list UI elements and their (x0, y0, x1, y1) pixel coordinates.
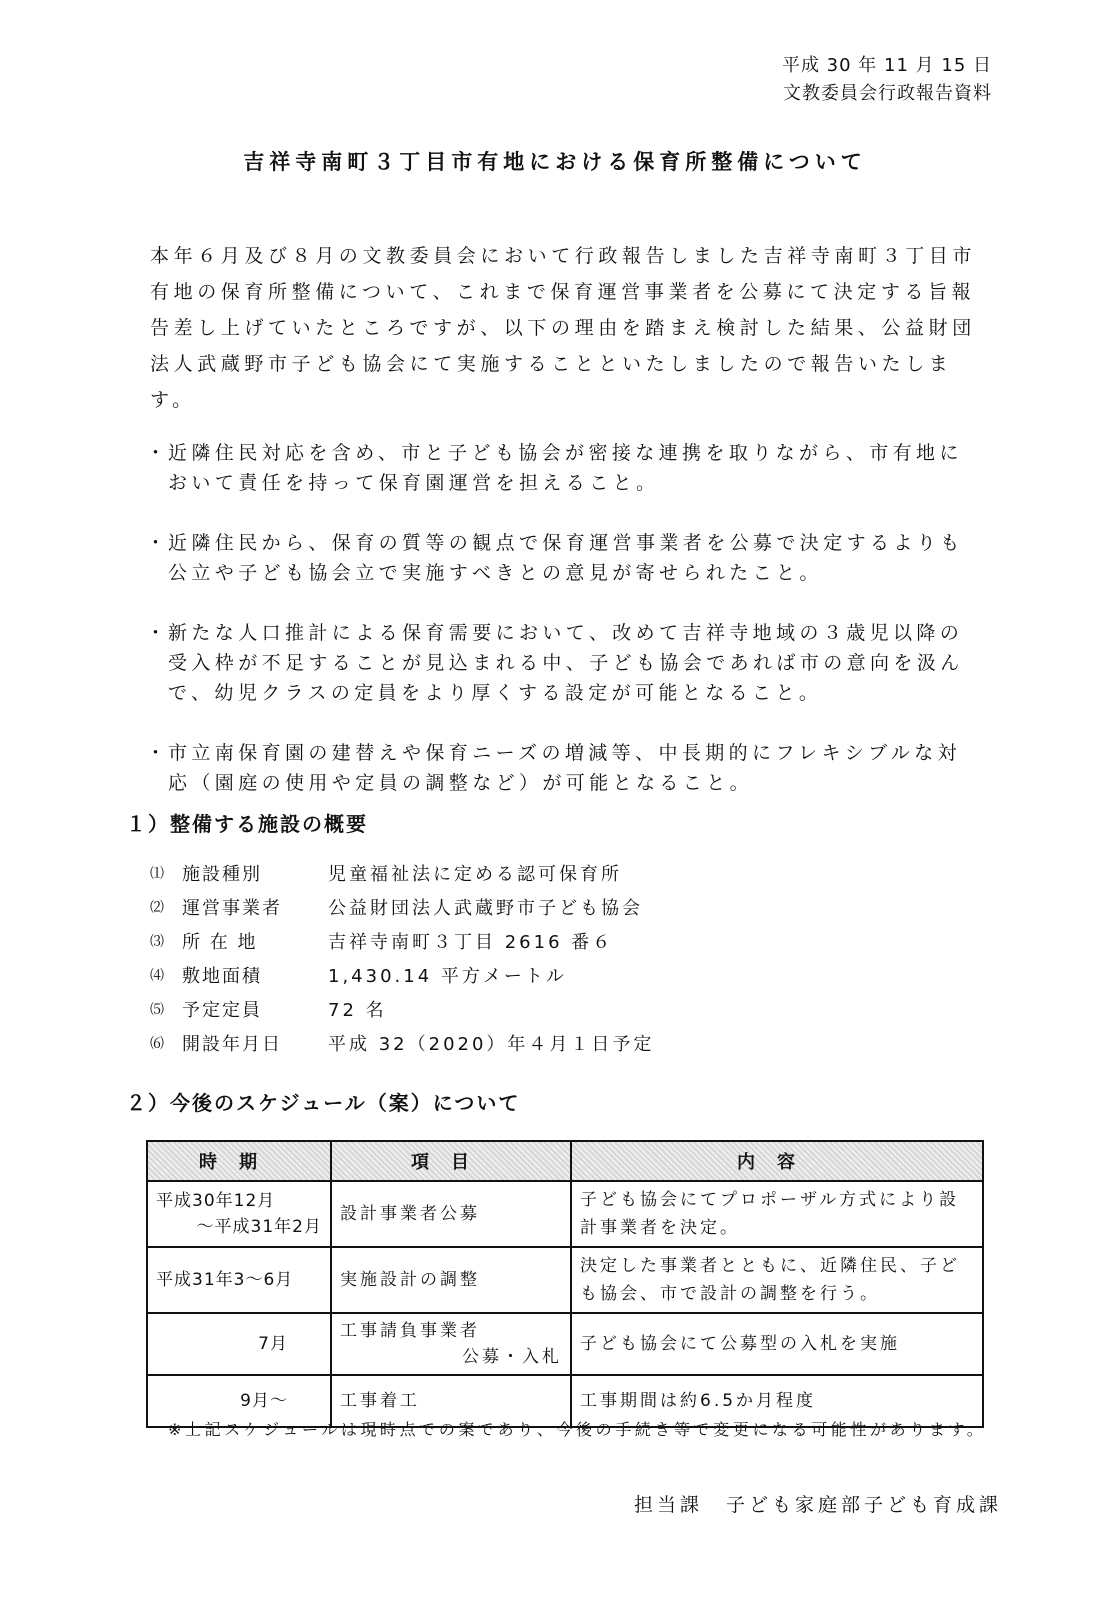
facility-label: 所 在 地 (182, 932, 258, 953)
section2-heading: ２）今後のスケジュール（案）について (126, 1091, 521, 1115)
bullet-mark: ・ (146, 442, 170, 464)
facility-num: ⑶ (150, 934, 164, 950)
period-line: ～平成31年2月 (196, 1217, 322, 1237)
period-cell (147, 1181, 331, 1247)
facility-label: 予定定員 (182, 1000, 262, 1021)
facility-row (150, 958, 654, 992)
reason-item (142, 618, 982, 708)
period-cell (147, 1247, 331, 1313)
facility-label: 運営事業者 (182, 898, 282, 919)
schedule-table (146, 1140, 984, 1428)
facility-row (150, 1026, 654, 1060)
bullet-mark: ・ (146, 532, 170, 554)
facility-row (150, 890, 654, 924)
item-line: 公募・入札 (462, 1347, 562, 1367)
facility-num: ⑹ (150, 1036, 164, 1052)
content-cell: 子ども協会にて公募型の入札を実施 (571, 1313, 983, 1375)
table-row (147, 1181, 983, 1247)
facility-num: ⑷ (150, 968, 164, 984)
column-header-item: 項目 (331, 1141, 571, 1181)
reason-text: 新たな人口推計による保育需要において、改めて吉祥寺地域の３歳児以降の受入枠が不足することが見込まれる中、子ども協会であれば市の意向を汲んで、幼児クラスの定員をより厚くする設定が可能となること。 (168, 622, 964, 704)
facility-row (150, 992, 654, 1026)
section1-heading: １）整備する施設の概要 (126, 812, 368, 836)
reason-item (142, 738, 982, 798)
bullet-mark: ・ (146, 622, 170, 644)
item-line: 工事請負事業者 (340, 1321, 480, 1341)
facility-num: ⑴ (150, 866, 164, 882)
period-line: 平成30年12月 (156, 1191, 276, 1211)
document-date: 平成 30 年 11 月 15 日 (781, 55, 992, 76)
table-row (147, 1247, 983, 1313)
period-line: 9月～ (240, 1391, 288, 1411)
content-cell: 工事期間は約6.5か月程度 (571, 1375, 983, 1427)
item-line: 実施設計の調整 (340, 1270, 480, 1290)
facility-overview (150, 856, 654, 1060)
reason-list (142, 438, 982, 828)
item-cell (331, 1247, 571, 1313)
bullet-mark: ・ (146, 742, 170, 764)
intro-text: 本年６月及び８月の文教委員会において行政報告しました吉祥寺南町３丁目市有地の保育所整備について、これまで保育運営事業者を公募にて決定する旨報告差し上げていたところですが、以下の理由を踏まえ検討した結果、公益財団法人武蔵野市子ども協会にて実施することといたしましたので報告いたします。 (150, 245, 977, 411)
facility-value: 公益財団法人武蔵野市子ども協会 (328, 898, 643, 919)
period-cell (147, 1313, 331, 1375)
facility-value: 児童福祉法に定める認可保育所 (328, 864, 622, 885)
facility-label: 開設年月日 (182, 1034, 282, 1055)
facility-row (150, 856, 654, 890)
facility-value: 1,430.14 平方メートル (328, 966, 567, 987)
table-header-row (147, 1141, 983, 1181)
document-type: 文教委員会行政報告資料 (783, 83, 992, 104)
reason-item (142, 438, 982, 498)
column-header-period: 時期 (147, 1141, 331, 1181)
item-line: 工事着工 (340, 1391, 420, 1411)
reason-text: 近隣住民対応を含め、市と子ども協会が密接な連携を取りながら、市有地において責任を持って保育園運営を担えること。 (168, 442, 963, 494)
facility-label: 敷地面積 (182, 966, 262, 987)
reason-text: 近隣住民から、保育の質等の観点で保育運営事業者を公募で決定するよりも公立や子ども協会立で実施すべきとの意見が寄せられたこと。 (168, 532, 964, 584)
facility-value: 平成 32（2020）年４月１日予定 (328, 1034, 655, 1055)
content-cell: 決定した事業者とともに、近隣住民、子ども協会、市で設計の調整を行う。 (571, 1247, 983, 1313)
reason-item (142, 528, 982, 588)
facility-num: ⑵ (150, 900, 164, 916)
content-cell: 子ども協会にてプロポーザル方式により設計事業者を決定。 (571, 1181, 983, 1247)
facility-value: 72 名 (328, 1000, 387, 1021)
item-cell (331, 1181, 571, 1247)
schedule-note: ※上記スケジュールは現時点での案であり、今後の手続き等で変更になる可能性があります。 (168, 1420, 987, 1439)
intro-paragraph (150, 238, 980, 418)
document-title: 吉祥寺南町３丁目市有地における保育所整備について (243, 150, 867, 174)
item-cell (331, 1313, 571, 1375)
reason-text: 市立南保育園の建替えや保育ニーズの増減等、中長期的にフレキシブルな対応（園庭の使用や定員の調整など）が可能となること。 (168, 742, 961, 794)
responsible-department: 担当課 子ども家庭部子ども育成課 (633, 1494, 1002, 1516)
facility-value: 吉祥寺南町３丁目 2616 番６ (328, 932, 614, 953)
period-line: 7月 (258, 1334, 288, 1354)
document-header (782, 52, 992, 108)
table-row (147, 1313, 983, 1375)
facility-num: ⑸ (150, 1002, 164, 1018)
facility-row (150, 924, 654, 958)
facility-label: 施設種別 (182, 864, 262, 885)
item-line: 設計事業者公募 (340, 1204, 480, 1224)
column-header-content: 内容 (571, 1141, 983, 1181)
period-line: 平成31年3～6月 (156, 1270, 294, 1290)
